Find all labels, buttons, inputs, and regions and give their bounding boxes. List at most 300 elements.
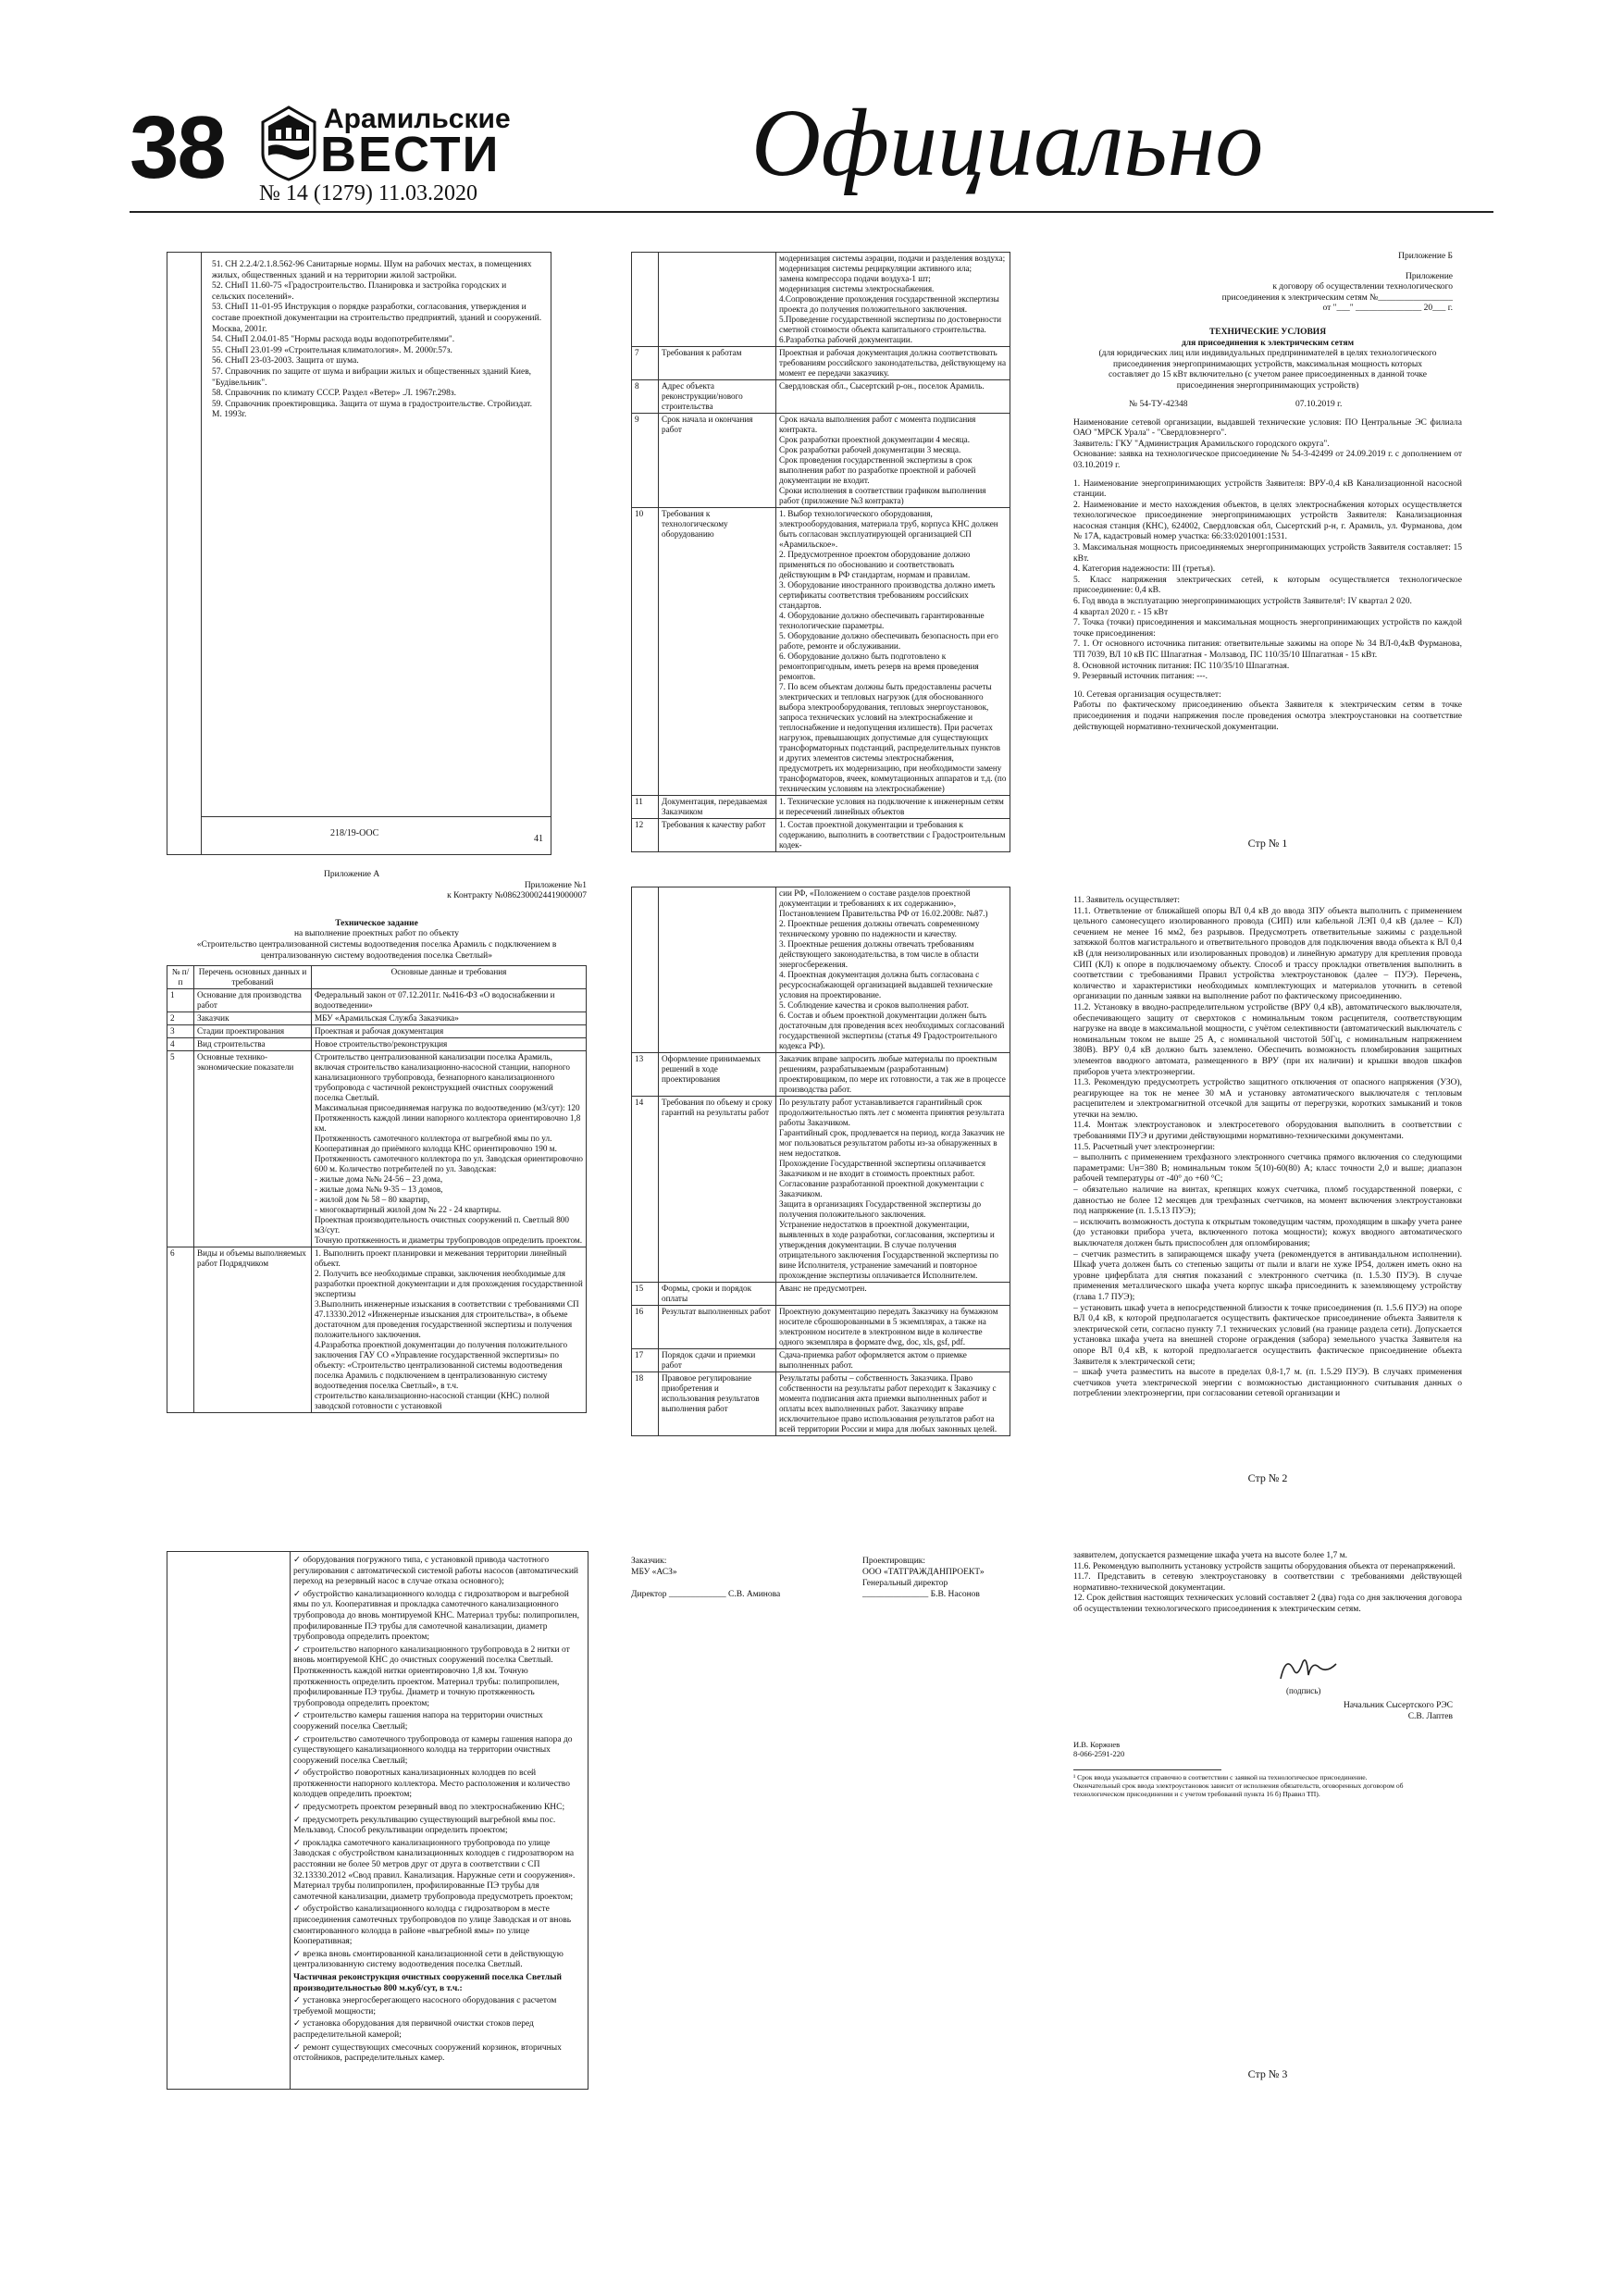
obligation-paragraph: – исключить возможность доступа к открытым токоведущим частям, проходящим в шкафу учета ранее (до установки прибора учета, включенного потока мощности); кожух вводного автоматического выключателя должен быть приспособлен для опломбирования; (1073, 1217, 1462, 1248)
row-text (312, 1051, 587, 1247)
footnote-line: ¹ Срок ввода указывается справочно в соответствии с заявкой на технологическое присоединение. (1073, 1773, 1368, 1781)
work-item-text: установка энергосберегающего насосного оборудования с расчетом требуемой мощности; (293, 1996, 557, 2017)
row-paragraph: 1. Выполнить проект планировки и межевания территории линейный объект. (315, 1248, 567, 1269)
row-name: Вид строительства (194, 1038, 312, 1051)
reference-line: 51. СН 2.2.4/2.1.8.562-96 Санитарные нормы. Шум на рабочих местах, в помещениях (212, 260, 532, 269)
row-paragraph: строительство канализационно-насосной станции (КНС) полной заводской готовности с установкой (315, 1391, 550, 1411)
row-paragraph: Защита в организациях Государственной экспертизы до получения положительного заключения. (779, 1199, 982, 1219)
header-cell: Основные данные и требования (312, 966, 587, 989)
row-name: Основание для производства работ (194, 989, 312, 1012)
obligation-paragraph: – обязательно наличие на винтах, крепящих кожух счетчика, пломб государственной поверки, с давностью не более 12 месяцев для трехфазных счетчиков, на момент включения электроустановки под напряжение (п. 1.5.13 ПУЭ); (1073, 1185, 1462, 1217)
reference-line: сельских поселений». (212, 292, 294, 302)
row-name (659, 253, 776, 347)
row-text (312, 989, 587, 1012)
condition-paragraph: 4. Категория надежности: III (третья). (1073, 565, 1216, 575)
reference-line: составе проектной документации на строительство предприятий, зданий и сооружений. (212, 313, 542, 323)
row-name: Основные технико-экономические показатели (194, 1051, 312, 1247)
condition-paragraph: 2. Наименование и место нахождения объектов, в целях электроснабжения которых осуществляется технологическое присоединение энергопринимающих устройств Заявителя: Канализационная насосная станция (КНС), 624002, Свердловская обл, Сысертский р-н, г. Арамиль, ул. Фурманова, дом № 17А, кадастровый номер участка: 66:33:0201001:1531. (1073, 500, 1462, 542)
row-text (776, 347, 1010, 380)
row-text (776, 253, 1010, 347)
table-row (632, 414, 1010, 508)
checkmark-icon: ✓ (293, 1949, 304, 1959)
row-paragraph: 5. Оборудование должно обеспечивать безопасность при его работе, ремонте и обслуживании. (779, 631, 998, 651)
issue-info: № 14 (1279) 11.03.2020 (259, 181, 477, 205)
tech-conditions-body (1073, 418, 1462, 734)
row-name: Порядок сдачи и приемки работ (659, 1349, 776, 1372)
condition-paragraph: 6. Год ввода в эксплуатацию энергопринимающих устройств Заявителя¹: IV квартал 2 020. (1073, 597, 1412, 607)
row-name: Требования к работам (659, 347, 776, 380)
signature-caption: (подпись) (1286, 1686, 1321, 1695)
assignment-subtitle (167, 929, 587, 962)
checkmark-icon: ✓ (293, 1996, 304, 2006)
reference-line: 57. Справочник по защите от шума и вибрации жилых и общественных зданий Киев, (212, 366, 532, 377)
designer-signature: _______________ Б.В. Насонов (862, 1590, 980, 1599)
document-panel-requirements (631, 252, 1010, 853)
footnote (1073, 1773, 1453, 1798)
condition-paragraph: 4 квартал 2020 г. - 15 кВт (1073, 607, 1169, 617)
assignment-table (167, 965, 587, 1413)
condition-paragraph: 8. Основной источник питания: ПС 110/35/10 Шпагатная. (1073, 661, 1290, 671)
checkmark-icon: ✓ (293, 1589, 304, 1599)
checkmark-icon: ✓ (293, 1905, 304, 1915)
appendix-a-label: Приложение А (324, 870, 380, 879)
row-number: 13 (632, 1053, 659, 1097)
work-item-text: предусмотреть проектом резервный ввод по электроснабжению КНС; (303, 1803, 565, 1813)
table-row (167, 989, 587, 1012)
row-text (776, 1306, 1010, 1349)
row-paragraph: Аванс не предусмотрен. (779, 1284, 867, 1293)
condition-paragraph: 5. Класс напряжения электрических сетей, к которым осуществляется технологическое присоединение: 0,4 кВ. (1073, 575, 1462, 596)
condition-paragraph: Наименование сетевой организации, выдавшей технические условия: ПО Центральные ЭС филиала ОАО "МРСК Урала" - "Свердловэнерго". (1073, 417, 1462, 439)
row-text (312, 1038, 587, 1051)
checkmark-icon: ✓ (293, 1803, 304, 1813)
row-text (776, 887, 1010, 1053)
row-number: 18 (632, 1372, 659, 1436)
row-paragraph: сии РФ, «Положением о составе разделов проектной документации и требованиях к их содержанию», Постановлением Правительства РФ от 16.02.2008г. №87.) (779, 888, 988, 918)
scope-line: (для юридических лиц или индивидуальных предпринимателей в целях технологического (1098, 349, 1437, 359)
reference-line: 55. СНиП 23.01-99 «Строительная климатология». М. 2000г.57з. (212, 345, 452, 355)
row-paragraph: Проектная производительность очистных сооружений п. Светлый 800 м3/сут. (315, 1215, 569, 1235)
footnote-line: Окончательный срок ввода электроустановок зависит от исполнения обязательств, оговоренных договором об технологическом присоединении и с учетом требований пункта 16 б) Правил ТП). (1073, 1781, 1404, 1798)
stamp-strip (167, 253, 202, 854)
tech-conditions-date: 07.10.2019 г. (1295, 399, 1343, 409)
obligation-paragraph: 11.2. Установку в вводно-распределительном устройстве (ВРУ 0,4 кВ), автоматического выключателя, обеспечивающего защиту от сверхтоков с номинальным током расцепителя, соответствующим нагрузке на вводе в максимальной мощности, с учётом селективности (автоматический выключатель с номинальным током не выше 25 А, с номинальной чистотой 50Гц, с номинальным напряжением 380В). ВРУ 0,4 кВ должно быть заземлено. Обеспечить возможность пломбирования защитных элементов вводного автомата, размещенного в ВРУ (при их наличии) и крышки вводов шкафов приборов учета электроэнергии. (1073, 1002, 1462, 1077)
condition-paragraph: Заявитель: ГКУ "Администрация Арамильского городского округа". (1073, 439, 1330, 449)
page-header (0, 0, 1623, 222)
condition-paragraph: 9. Резервный источник питания: ---. (1073, 672, 1208, 682)
brand-title: ВЕСТИ (320, 127, 501, 182)
row-paragraph: Проектную документацию передать Заказчику на бумажном носителе сброшюрованными в 5 экземплярах, а также на электронном носителе в электронном виде в количестве одного экземпляра в формате dwg, doc, xls, gsf, pdf. (779, 1307, 998, 1347)
obligation-paragraph: 11.5. Расчетный учет электроэнергии: (1073, 1142, 1215, 1152)
page-label-2: Стр № 2 (1247, 1471, 1288, 1485)
row-paragraph: Проектная и рабочая документация должна соответствовать требованиям российского законодательства, действующему на момент ее передачи заказчику. (779, 348, 1007, 378)
header-cell: Перечень основных данных и требований (194, 966, 312, 989)
designer-org: ООО «ТАТГРАЖДАНПРОЕКТ» (862, 1568, 985, 1577)
checkmark-icon: ✓ (293, 1815, 304, 1825)
row-number: 1 (167, 989, 194, 1012)
work-item-text: обустройство канализационного колодца с гидрозатвором и выгребной ямы по ул. Кооперативная и прокладка самотечного канализационного трубопровода до вновь монтируемой КНС. Материал трубы: полипропилен, профилированные ПЭ трубы для самотечной канализации, диаметр трубопровода определить проектом; (293, 1589, 580, 1643)
document-panel-references (167, 252, 551, 855)
row-name: Результат выполненных работ (659, 1306, 776, 1349)
subtitle-line: «Строительство централизованной системы водоотведения поселка Арамиль с подключением в централизованную систему водоотведения поселка Светлый» (196, 939, 557, 961)
page-label-3: Стр № 3 (1247, 2067, 1288, 2081)
row-text (776, 1283, 1010, 1306)
row-paragraph: 3.Выполнить инженерные изыскания в соответствии с требованиями СП 47.13330.2012 «Инженерные изыскания для строительства», в объеме достаточном для проведения государственной экспертизы и получения положительного заключения. (315, 1299, 579, 1340)
header-cell: № п/п (167, 966, 194, 989)
row-paragraph: - жилой дом № 58 – 80 квартир, (315, 1195, 430, 1205)
row-text (776, 414, 1010, 508)
row-name: Требования к качеству работ (659, 819, 776, 852)
row-text (776, 819, 1010, 852)
row-paragraph: Точную протяженность и диаметры трубопроводов определить проектом. (315, 1235, 583, 1246)
work-item (293, 1950, 580, 1971)
row-number: 14 (632, 1097, 659, 1283)
appendix-1-label: Приложение №1 (524, 880, 587, 890)
row-paragraph: Протяженность самотечного коллектора по ул. Заводская ориентировочно 600 м. Количество потребителей по ул. Заводская: (315, 1154, 583, 1174)
row-name: Правовое регулирование приобретения и использования результатов выполнения работ (659, 1372, 776, 1436)
row-paragraph: Срок начала выполнения работ с момента подписания контракта. (779, 415, 976, 434)
scope-line: присоединения энергопринимающих устройств, максимальная мощность которых (1113, 359, 1422, 369)
checkmark-icon: ✓ (293, 1644, 304, 1655)
row-paragraph: Новое строительство/реконструкция (315, 1039, 448, 1049)
row-paragraph: 5.Проведение государственной экспертизы по достоверности сметной стоимости объекта капитального строительства. (779, 315, 1002, 334)
reference-line: 53. СНиП 11-01-95 Инструкция о порядке разработки, согласования, утверждения и (212, 303, 527, 313)
table-row (632, 1283, 1010, 1306)
row-paragraph: модернизация системы электроснабжения. (779, 284, 935, 293)
assignment-title: Техническое задание (335, 918, 418, 928)
row-number: 9 (632, 414, 659, 508)
customer-org: МБУ «АСЗ» (631, 1568, 677, 1577)
row-name: Формы, сроки и порядок оплаты (659, 1283, 776, 1306)
contract-line: присоединения к электрическим сетям №_________________ (1221, 292, 1453, 303)
work-item (293, 1590, 580, 1644)
work-item (293, 1996, 580, 2017)
row-text (312, 1247, 587, 1413)
document-panel-assignment (167, 870, 587, 1536)
row-name: Требования по объему и сроку гарантий на результаты работ (659, 1097, 776, 1283)
row-text (776, 508, 1010, 796)
table-row (632, 1372, 1010, 1436)
table-row (167, 1012, 587, 1025)
row-number: 8 (632, 380, 659, 414)
row-paragraph: 1. Состав проектной документации и требования к содержанию, выполнить в соответствии с Градостроительным кодек- (779, 820, 1006, 850)
row-paragraph: Строительство централизованной канализации поселка Арамиль, включая строительство канализационно-насосной станции, напорного канализационного трубопровода, безнапорного канализационного трубопровода с частичной реконструкцией очистных сооружений поселка Светлый. (315, 1052, 571, 1103)
reference-line: М. 1993г. (212, 410, 247, 420)
obligation-paragraph: 11.1. Ответвление от ближайшей опоры ВЛ 0,4 кВ до ввода ЗПУ объекта выполнить с применением цельного самонесущего изолированного провода (СИП) или кабельной ЛЭП 0,4 кВ (далее – КЛ) сечением не менее 16 мм2, без разрывов. Предусмотреть ответвительные зажимы с раздельной затяжкой болтов магистрального и ответвительного проводов для подключения ввода объекта к ВЛ 0,4 кВ (для неизолированных или изолированных проводов) и линейную арматуру для крепления провода СИП (КЛ) к опоре в подключаемому объекту. Способ и трассу прокладки ответвления выполнить в соответствии с требованиями Правил устройства электроустановок (далее – ПУЭ). Перечень, количество и характеристики необходимых комплектующих и материалов уточнить в сетевой организации по данным заявки на выполнение работ по фактическому присоединению. (1073, 906, 1462, 1002)
row-number: 2 (167, 1012, 194, 1025)
row-text (312, 1012, 587, 1025)
contract-reference (1073, 272, 1462, 315)
requirements-table-2 (631, 887, 1010, 1436)
row-paragraph: 1. Технические условия на подключение к инженерным сетям и пересечений линейных объектов (779, 797, 1004, 816)
tech-conditions-number: № 54-ТУ-42348 (1129, 399, 1188, 409)
final-conditions (1073, 1551, 1462, 1616)
table-row (632, 347, 1010, 380)
row-number: 12 (632, 819, 659, 852)
row-text (776, 1372, 1010, 1436)
obligation-paragraph: – счетчик разместить в запирающемся шкафу учета (рекомендуется в антивандальном исполнении). Шкаф учета должен быть со степенью защиты от пыли и влаги не хуже IP54, должен иметь окно на уровне циферблата для снятия показаний с электронного счетчика (п. 1.5.30 ПУЭ). В случае применения металлического шкафа учета корпус шкафа присоединить к заземляющему устройству (глава 1.7 ПУЭ); (1073, 1249, 1462, 1302)
reference-line: "Будівельник". (212, 378, 267, 388)
row-paragraph: - жилые дома №№ 24-56 – 23 дома, (315, 1174, 443, 1185)
condition-paragraph (1073, 472, 1462, 479)
row-text (776, 1053, 1010, 1097)
reference-line: жилых, общественных зданий и на территории жилой застройки. (212, 270, 457, 280)
row-paragraph: 6. Состав и объем проектной документации должен быть достаточным для проведения всех необходимых согласований государственной экспертизы (статья 49 Градостроительного кодекса РФ). (779, 1011, 1005, 1050)
row-paragraph: Протяженность каждой линии напорного коллектора ориентировочно 1,8 км. (315, 1113, 581, 1134)
document-panel-applicant (1073, 896, 1462, 1497)
table-row (632, 508, 1010, 796)
row-number: 4 (167, 1038, 194, 1051)
obligation-paragraph: – шкаф учета разместить на высоте в пределах 0,8-1,7 м. (п. 1.5.29 ПУЭ). В случаях применения счетчиков учета электрической энергии с возможностью дистанционного считывания данных о потреблении электроэнергии, при согласовании сетевой организации и (1073, 1368, 1462, 1399)
signature-icon (1275, 1651, 1340, 1688)
executor-name: И.В. Коржнев (1073, 1740, 1121, 1749)
row-paragraph: Результаты работы – собственность Заказчика. Право собственности на результаты работ переходит к Заказчику с момента подписания акта приемки выполненных работ и оплаты всех выполненных работ. Заказчику вправе исключительное право использования результатов работ на всей территории России и мира для любых законных целей. (779, 1373, 997, 1433)
condition-paragraph: Работы по фактическому присоединению объекта Заявителя к электрическим сетям в точке присоединения и подачи напряжения после проведения осмотра электроустановки на соответствие действующей нормативно-технической документации. (1073, 701, 1462, 732)
references-list (212, 260, 543, 421)
row-paragraph: 4. Проектная документация должна быть согласована с ресурсоснабжающей организацией выдавшей технические условия на проектирование. (779, 970, 993, 999)
row-paragraph: - многоквартирный жилой дом № 22 - 24 квартиры. (315, 1205, 502, 1215)
row-paragraph: Максимальная присоединяемая нагрузка по водоотведению (м3/сут): 120 (315, 1103, 580, 1113)
work-item (293, 1711, 580, 1732)
work-item (293, 2019, 580, 2041)
row-paragraph: Согласование разработанной проектной документации с Заказчиком. (779, 1179, 985, 1198)
work-item-text: предусмотреть рекультивацию существующий выгребной ямы пос. Мельзавод. Способ рекультивации определить проектом; (293, 1815, 556, 1836)
condition-paragraph: Основание: заявка на технологическое присоединение № 54-3-42499 от 24.09.2019 г. с дополнением от 03.10.2019 г. (1073, 450, 1462, 470)
document-panel-works (167, 1551, 588, 2090)
executor-phone: 8-066-2591-220 (1073, 1749, 1125, 1758)
condition-paragraph: 10. Сетевая организация осуществляет: (1073, 689, 1221, 700)
obligation-paragraph: – выполнить с применением трехфазного электронного счетчика прямого включения со следующими параметрами: Uн=380 В; номинальным током 5(10)-60(80) А; класс точности 2,0 и выше; диапазон рабочей температуры от -40° до +60 °С; (1073, 1153, 1462, 1185)
row-paragraph: Срок разработки проектной документации 4 месяца. (779, 435, 971, 444)
row-paragraph: 5. Соблюдение качества и сроков выполнения работ. (779, 1000, 969, 1010)
row-paragraph: По результату работ устанавливается гарантийный срок продолжительностью пять лет с момента принятия результата работы Заказчиком. (779, 1098, 1005, 1127)
work-item-text: установка оборудования для первичной очистки стоков перед распределительной камерой; (293, 2019, 534, 2040)
scope-line: составляет до 15 кВт включительно (с учетом ранее присоединенных в данной точке (1108, 370, 1428, 380)
row-paragraph: 4.Разработка проектной документации до получения положительного заключения ГАУ СО «Управление государственной экспертизы» по объекту: «Строительство централизованной системы водоотведения поселка Арамиль с подключением в централизованную систему водоотведения поселка Светлый», в т.ч. (315, 1340, 568, 1391)
table-row (167, 1025, 587, 1038)
row-paragraph: 4. Оборудование должно обеспечивать гарантированные технологические параметры. (779, 611, 985, 630)
row-paragraph: Федеральный закон от 07.12.2011г. №416-ФЗ «О водоснабжении и водоотведении» (315, 990, 555, 1011)
work-item-text: оборудования погружного типа, с установкой привода частотного регулирования с автоматической системой работы насосов (автоматический переход на резервный насос в случае отказа основного); (293, 1556, 578, 1587)
row-number (632, 253, 659, 347)
row-number: 3 (167, 1025, 194, 1038)
row-paragraph: Срок проведения государственной экспертизы в срок выполнения работ по разработке проектной и рабочей документации не входит. (779, 455, 976, 485)
row-paragraph: Гарантийный срок, продлевается на период, когда Заказчик не мог пользоваться результатом работы из-за обнаруженных в нем недостатков. (779, 1128, 1005, 1158)
work-item-text: строительство напорного канализационного трубопровода в 2 нитки от вновь монтируемой КНС до очистных сооружений поселка Светлый. Протяженность каждой нитки ориентировочно 1,8 км. Точную протяженность определить проектом. Материал трубы: полипропилен, профилированные ПЭ трубы. Диаметр и точную протяженность трубопровода определить проектом; (293, 1644, 570, 1708)
work-item (293, 1816, 580, 1837)
tech-conditions-title: ТЕХНИЧЕСКИЕ УСЛОВИЯ (1208, 327, 1327, 337)
row-paragraph: Сроки исполнения в соответствии графиком выполнения работ (приложение №3 контракта) (779, 486, 986, 505)
row-number: 17 (632, 1349, 659, 1372)
coat-of-arms-icon (259, 104, 318, 181)
work-item-text: обустройство канализационного колодца с гидрозатвором в месте присоединения самотечных трубопроводов по улице Заводская и от вновь смонтированного колодца в районе «выгребной ямы» по улице Кооперативная; (293, 1905, 572, 1947)
row-name: Заказчик (194, 1012, 312, 1025)
row-number (632, 887, 659, 1053)
row-name: Срок начала и окончания работ (659, 414, 776, 508)
final-paragraph: заявителем, допускается размещение шкафа учета на высоте более 1,7 м. (1073, 1551, 1347, 1560)
table-row (632, 1306, 1010, 1349)
work-item (293, 2043, 580, 2065)
checkmark-icon: ✓ (293, 1556, 304, 1565)
reference-line: 59. Справочник проектировщика. Защита от шума в градостроительстве. Стройиздат. (212, 399, 532, 409)
table-row (167, 1247, 587, 1413)
checkmark-icon: ✓ (293, 2042, 304, 2053)
row-name: Документация, передаваемая Заказчиком (659, 796, 776, 819)
row-number: 10 (632, 508, 659, 796)
checkmark-icon: ✓ (293, 2019, 304, 2029)
row-paragraph: 1. Выбор технологического оборудования, электрооборудования, материала труб, корпуса КНС должен быть согласован эксплуатирующей организацией СП «Арамильское». (779, 509, 998, 549)
row-paragraph: 4.Сопровождение прохождения государственной экспертизы проекта до получения положительного заключения. (779, 294, 999, 314)
signatory-name: С.В. Лаптев (1407, 1712, 1453, 1721)
tech-conditions-number-row (1073, 400, 1462, 411)
section-title: Официально (751, 90, 1264, 196)
sheet-number: 41 (534, 834, 543, 844)
row-name: Стадии проектирования (194, 1025, 312, 1038)
document-panel-signatures (631, 1551, 1020, 1625)
designer-label: Проектировщик: (862, 1557, 926, 1566)
reference-line: 58. Справочник по климату СССР. Раздел «Ветер» .Л. 1967г.298з. (212, 389, 457, 399)
works-list (293, 1556, 580, 2066)
condition-paragraph: 1. Наименование энергопринимающих устройств Заявителя: ВРУ-0,4 кВ Канализационной насосной станции. (1073, 478, 1462, 500)
condition-paragraph: 7. Точка (точки) присоединения и максимальная мощность энергопринимающих устройств по каждой точке присоединения: (1073, 618, 1462, 639)
contract-line: Приложение (1406, 271, 1453, 281)
row-paragraph: Сдача-приемка работ оформляется актом о приемке выполненных работ. (779, 1350, 967, 1370)
contract-line: к договору об осуществлении технологического (1272, 282, 1453, 292)
requirements-table (631, 252, 1010, 852)
work-item-text: прокладка самотечного канализационного трубопровода по улице Заводская с обустройством канализационных колодцев с гидрозатвором на расстоянии не более 50 метров друг от друга в соответствии с СП 32.13330.2012 «Свод правил. Канализация. Наружные сети и сооружения». Материал трубы полипропилен, профилированные ПЭ трубы для самотечной канализации, диаметр трубопровода предусмотреть проектом; (293, 1838, 576, 1902)
row-paragraph: 7. По всем объектам должны быть предоставлены расчеты электрических и тепловых нагрузок (для обоснованного выбора электрооборудования, тепловых энергоустановок, запроса технических условий на электроснабжение и теплоснабжение и недопущения излишеств). При расчетах нагрузок, превышающих допустимые для существующих трансформаторных подстанций, распределительных пунктов и других элементов системы электроснабжения, предусмотреть их модернизацию, при необходимости замену трансформаторов, ячеек, коммутационных аппаратов и т.д. (по техническим условиям на электроснабжение) (779, 682, 1007, 793)
checkmark-icon: ✓ (293, 1769, 304, 1779)
final-paragraph: 12. Срок действия настоящих технических условий составляет 2 (два) года со дня заключения договора об осуществлении технологического присоединения к электрическим сетям. (1073, 1594, 1462, 1614)
work-item-text: обустройство поворотных канализационных колодцев по всей протяженности напорного коллектора. Место расположения и количество колодцев определить проектом; (293, 1769, 570, 1800)
reference-line: 56. СНиП 23-03-2003. Защита от шума. (212, 356, 359, 366)
row-paragraph: модернизация системы аэрации, подачи и разделения воздуха; (779, 254, 1006, 263)
row-paragraph: замена компрессора подачи воздуха-1 шт; (779, 274, 931, 283)
customer-label: Заказчик: (631, 1557, 667, 1566)
table-row (632, 1349, 1010, 1372)
table-row (632, 796, 1010, 819)
table-row (632, 887, 1010, 1053)
row-name: Адрес объекта реконструкции/нового строительства (659, 380, 776, 414)
row-name: Требования к технологическому оборудованию (659, 508, 776, 796)
row-paragraph: Протяженность самотечного коллектора от выгребной ямы по ул. Кооперативная до приёмного колодца КНС ориентировочно 190 м. (315, 1134, 557, 1154)
final-paragraph: 11.7. Представить в сетевую электроустановку в соответствии с требованиями действующей нормативно-технической документации. (1073, 1572, 1462, 1593)
row-paragraph: 3. Проектные решения должны отвечать требованиям действующего законодательства, в том числе в области энергосбережения. (779, 939, 979, 969)
work-item (293, 1769, 580, 1801)
row-number: 6 (167, 1247, 194, 1413)
footnote-rule (1073, 1769, 1221, 1770)
work-item-text: врезка вновь смонтированной канализационной сети в действующую централизованную систему водоотведения поселка Светлый. (293, 1949, 564, 1970)
work-item (293, 1839, 580, 1904)
row-name: Виды и объемы выполняемых работ Подрядчиком (194, 1247, 312, 1413)
designer-title: Генеральный директор (862, 1579, 948, 1588)
row-paragraph: Свердловская обл., Сысертский р-он., поселок Арамиль. (779, 381, 985, 391)
work-item (293, 1803, 580, 1814)
contract-number: к Контракту №0862300024419000007 (447, 891, 587, 901)
page-label: Стр № 1 (1247, 837, 1288, 850)
row-paragraph: Устранение недостатков в проектной документации, выявленных в ходе разработки, согласования, экспертизы и утверждения документации. В случае получения отрицательного заключения Государственной экспертизы по вине Исполнителя, устранение замечаний и повторное прохождение экспертизы оплачивается Исполнителем. (779, 1220, 999, 1280)
final-paragraph: 11.6. Рекомендую выполнить установку устройств защиты оборудования объекта от перенапряжений. (1073, 1561, 1456, 1571)
page-number: 38 (130, 98, 225, 197)
obligation-paragraph: 11.3. Рекомендую предусмотреть устройство защитного отключения от опасного напряжения (УЗО), реагирующее на ток не менее 30 мА и установку автоматического выключателя с тепловым расцепителем и электромагнитной отсечкой для защиты от перегрузки, коротких замыканий и токов утечки на землю. (1073, 1078, 1462, 1120)
row-paragraph: 6. Оборудование должно быть подготовлено к ремонтопригодным, иметь резерв на время проведения ремонтов. (779, 652, 979, 681)
row-name (659, 887, 776, 1053)
checkmark-icon: ✓ (293, 1734, 304, 1744)
row-text (776, 796, 1010, 819)
tech-conditions-subtitle: для присоединения к электрическим сетям (1181, 338, 1355, 348)
row-paragraph: Срок разработки рабочей документации 3 месяца. (779, 445, 961, 454)
work-item-text: строительство камеры гашения напора на территории очистных сооружений поселка Светлый; (293, 1711, 543, 1731)
customer-signature: Директор _____________ С.В. Аминова (631, 1590, 781, 1599)
tech-conditions-scope (1073, 349, 1462, 391)
column-divider (290, 1552, 291, 2089)
row-text (776, 1097, 1010, 1283)
checkmark-icon: ✓ (293, 1711, 304, 1721)
brand-subtitle: Арамильские (324, 104, 511, 134)
contract-line: от "___" _______________ 20___ г. (1322, 304, 1453, 314)
table-row (632, 253, 1010, 347)
work-item (293, 1735, 580, 1768)
checkmark-icon: ✓ (293, 1838, 304, 1848)
table-row (632, 819, 1010, 852)
row-text (312, 1025, 587, 1038)
row-text (776, 380, 1010, 414)
row-paragraph: Прохождение Государственной экспертизы оплачивается Заказчиком и не входит в стоимость проектных работ. (779, 1159, 986, 1178)
row-paragraph: Заказчик вправе запросить любые материалы по проектным решениям, разрабатываемым (разработанным) проектировщиком, по мере их готовности, а так же в процессе производства работ. (779, 1054, 1006, 1094)
applicant-obligations (1073, 896, 1462, 1400)
row-paragraph: МБУ «Арамильская Служба Заказчика» (315, 1013, 459, 1024)
row-paragraph: 2. Получить все необходимые справки, заключения необходимые для разработки проектной документации и для прохождения государственной экспертизы (315, 1269, 583, 1299)
reference-line: 54. СНиП 2.04.01-85 "Нормы расхода воды водопотребителями". (212, 335, 455, 345)
row-paragraph: 2. Проектные решения должны отвечать современному техническому уровню по надежности и качеству. (779, 919, 980, 938)
appendix-label: Приложение Б (1398, 252, 1453, 261)
condition-paragraph (1073, 683, 1462, 690)
work-item-text: Частичная реконструкция очистных сооружений поселка Светлый производительностью 800 м.куб/сут, в т.ч.: (293, 1972, 563, 1993)
subtitle-line: на выполнение проектных работ по объекту (293, 929, 460, 939)
obligation-paragraph: – установить шкаф учета в непосредственной близости к точке присоединения (п. 1.5.6 ПУЭ) на опоре ВЛ 0,4 кВ, к которой предполагается осуществить фактическое присоединение объекта Заявителя к электрической сети, согласно пункту 7.1 технических условий (на границе раздела сети). Допускается установка шкафа учета на внешней стороне ограждения (забора) земельного участка Заявителя на опоре ВЛ 0,4 кВ, к которой предполагается осуществить фактическое присоединение объекта Заявителя к электрической сети; (1073, 1303, 1462, 1367)
table-row (632, 1053, 1010, 1097)
reference-line: 52. СНиП 11.60-75 «Градостроительство. Планировка и застройка городских и (212, 281, 507, 292)
work-item (293, 1645, 580, 1710)
scope-line: присоединения энергопринимающих устройств) (1176, 380, 1359, 391)
reference-line: Москва, 2001г. (212, 324, 267, 334)
row-paragraph: 3. Оборудование иностранного производства должно иметь сертификаты соответствия требованиям российских стандартов. (779, 580, 996, 610)
obligation-paragraph: 11. Заявитель осуществляет: (1073, 896, 1181, 905)
work-item-text: ремонт существующих смесочных сооружений корзинок, вторичных отстойников, распределительных камер. (293, 2042, 562, 2064)
work-item (293, 1973, 580, 1994)
row-paragraph: - жилые дома №№ 9-35 – 13 домов, (315, 1185, 443, 1195)
table-row (167, 1051, 587, 1247)
row-number: 11 (632, 796, 659, 819)
table-row (632, 380, 1010, 414)
document-panel-final (1073, 1551, 1462, 2106)
row-name: Оформление принимаемых решений в ходе проектирования (659, 1053, 776, 1097)
row-number: 5 (167, 1051, 194, 1247)
doc-code: 218/19-ООС (330, 828, 379, 838)
signatory-title: Начальник Сысертского РЭС (1344, 1701, 1453, 1710)
row-number: 7 (632, 347, 659, 380)
row-paragraph: модернизация системы рециркуляции активного ила; (779, 264, 973, 273)
document-panel-tech-conditions (1073, 252, 1462, 863)
table-row (632, 1097, 1010, 1283)
row-number: 15 (632, 1283, 659, 1306)
obligation-paragraph: 11.4. Монтаж электроустановок и электросетевого оборудования выполнить в соответствии с требованиями ПУЭ и другими действующими нормативно-техническими документами. (1073, 1121, 1462, 1142)
table-header-row (167, 966, 587, 989)
work-item (293, 1556, 580, 1588)
row-text (776, 1349, 1010, 1372)
title-block (201, 816, 551, 854)
header-rule (130, 211, 1493, 213)
